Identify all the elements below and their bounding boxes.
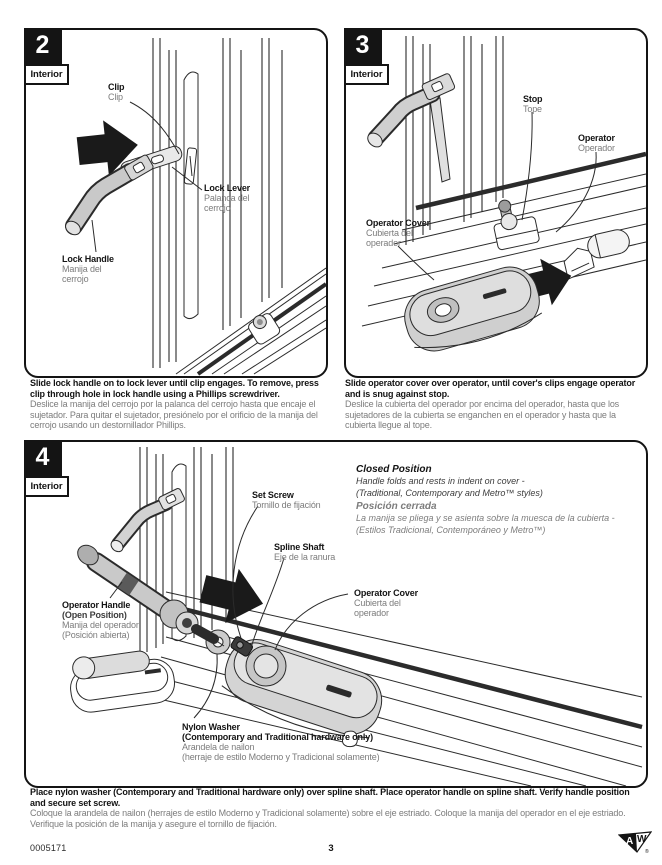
step-3-illustration [346,30,646,376]
closed-position-body-es-2: (Estilos Tradicional, Contemporáneo y Metro™) [356,524,546,535]
logo-letter-w: W [637,834,647,845]
label-lock-handle [62,254,118,284]
label-operator-cover [354,588,426,618]
closed-position-body-en-2: (Traditional, Contemporary and Metro™ styles) [356,487,543,498]
label-stop-en: Stop [523,94,543,104]
label-operator-cover-es: Cubierta del operador [354,598,401,618]
andersen-aw-logo-icon [618,830,652,854]
closed-position-part [66,645,177,715]
label-operator-handle-en-note: (Open Position) [62,610,127,620]
step-4-number-badge: 4 [24,440,62,476]
step-3-caption-en: Slide operator cover over operator, until cover's clips engage operator and is snug against stop. [345,378,636,399]
logo-registered-mark: ® [645,849,649,854]
closed-position-note [356,464,638,536]
label-nylon-washer [182,722,432,762]
step-3-number-badge: 3 [344,28,382,64]
closed-position-title-es: Posición cerrada [356,501,437,512]
label-stop-es: Tope [523,104,542,114]
label-spline-shaft-en: Spline Shaft [274,542,325,552]
label-operator-cover-es: Cubierta del operador [366,228,413,248]
label-lock-lever-es: Palanca del cerrojo [204,193,250,213]
step-3-panel [344,28,648,378]
installed-lock-handle [365,73,456,182]
page-number: 3 [328,843,334,854]
step-2-illustration [26,30,326,376]
step-4-panel [24,440,648,788]
label-clip [108,82,124,102]
step-4-caption-es: Coloque la arandela de nailon (herrajes de estilo Moderno y Tradicional solamente) sobre el eje estriado. Coloque la manija del operador en el eje estriado. Verifique la posición de la manija y asegure el tornillo de fijación. [30,808,626,829]
window-frame-lines [406,36,503,245]
label-nylon-washer-es-note: (herraje de estilo Moderno y Tradicional solamente) [182,752,380,762]
label-lock-lever [204,183,266,213]
label-set-screw-es: Tornillo de fijación [252,500,321,510]
step-2-number-badge: 2 [24,28,62,64]
label-nylon-washer-es: Arandela de nailon [182,742,255,752]
leader-lines [398,112,596,280]
label-operator-handle-es: Manija del operador [62,620,139,630]
label-operator [578,133,615,153]
label-operator-en: Operator [578,133,615,143]
label-stop [523,94,542,114]
label-operator-handle-es-note: (Posición abierta) [62,630,130,640]
label-lock-handle-es: Manija del cerrojo [62,264,102,284]
keeper-part [245,310,281,346]
step-2-caption-en: Slide lock handle on to lock lever until clip engages. To remove, press clip through hole in lock handle using a Phillips screwdriver. [30,378,319,399]
closed-position-title-en: Closed Position [356,464,432,475]
step-2-caption [30,378,328,431]
label-spline-shaft-es: Eje de la ranura [274,552,336,562]
step-3-caption-es: Deslice la cubierta del operador por encima del operador, hasta que los sujetadores de la cubierta se enganchen en el operador y hasta que la cubierta llegue al tope. [345,399,620,430]
step-2-interior-tag: Interior [24,64,70,85]
logo-letter-a: A [626,836,634,847]
label-lock-handle-en: Lock Handle [62,254,114,264]
closed-position-body-en-1: Handle folds and rests in indent on cover - [356,476,525,486]
label-operator-handle [62,600,172,640]
label-nylon-washer-en-note: (Contemporary and Traditional hardware only) [182,732,373,742]
label-clip-es: Clip [108,92,123,102]
label-operator-cover-en: Operator Cover [366,218,430,228]
label-operator-cover [366,218,438,248]
step-3-interior-tag: Interior [344,64,390,85]
crank-stub-part [585,227,631,260]
label-operator-es: Operador [578,143,615,153]
step-3-caption [345,378,645,431]
step-2-panel [24,28,328,378]
document-number: 0005171 [30,843,67,853]
label-set-screw [252,490,347,510]
label-clip-en: Clip [108,82,125,92]
label-operator-cover-en: Operator Cover [354,588,418,598]
label-lock-lever-en: Lock Lever [204,183,251,193]
step-4-caption [30,787,642,829]
closed-position-body-es-1: La manija se pliega y se asienta sobre la muesca de la cubierta - [356,513,615,523]
label-nylon-washer-en: Nylon Washer [182,722,240,732]
label-spline-shaft [274,542,354,562]
step-4-caption-en: Place nylon washer (Contemporary and Traditional hardware only) over spline shaft. Place operator handle on spline shaft. Verify handle position and secure set screw. [30,787,630,808]
label-set-screw-en: Set Screw [252,490,294,500]
step-4-interior-tag: Interior [24,476,70,497]
step-2-caption-es: Deslice la manija del cerrojo por la palanca del cerrojo hasta que encaje el sujetador. Para quitar el sujetador, presiónelo por el orificio de la manija del cerrojo usando un destornillador Phillips. [30,399,318,430]
label-operator-handle-en: Operator Handle [62,600,131,610]
